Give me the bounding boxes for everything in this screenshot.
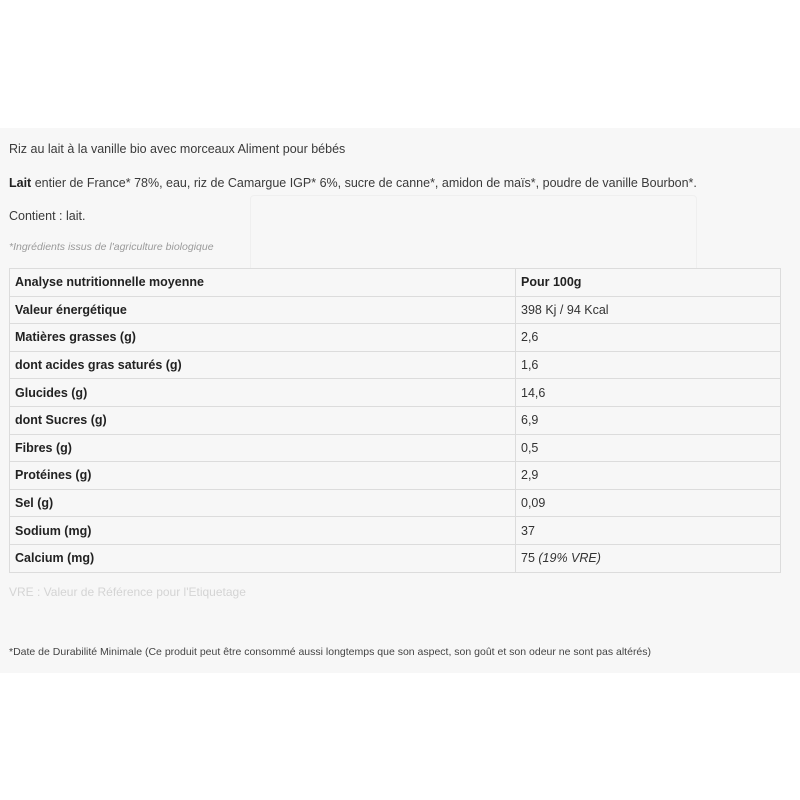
product-title: Riz au lait à la vanille bio avec morceaux Aliment pour bébés (9, 142, 346, 156)
row-label: Valeur énergétique (10, 296, 516, 324)
row-value: 6,9 (516, 406, 781, 434)
nutrition-table (9, 268, 781, 573)
table-row (10, 489, 781, 517)
row-label: Matières grasses (g) (10, 324, 516, 352)
row-value: 398 Kj / 94 Kcal (516, 296, 781, 324)
table-header-label: Analyse nutritionnelle moyenne (10, 269, 516, 297)
calcium-value: 75 (521, 551, 535, 566)
calcium-vre-percent: (19% VRE) (534, 551, 601, 566)
organic-footnote: *Ingrédients issus de l'agriculture biologique (9, 241, 214, 253)
row-label: dont Sucres (g) (10, 406, 516, 434)
table-row (10, 517, 781, 545)
row-value: 14,6 (516, 379, 781, 407)
vre-footnote: VRE : Valeur de Référence pour l'Etiquetage (9, 585, 246, 599)
ingredients-line (9, 176, 697, 190)
ingredients-lead: Lait (9, 176, 32, 190)
row-label: Sodium (mg) (10, 517, 516, 545)
table-header-value: Pour 100g (516, 269, 781, 297)
ddm-footnote: *Date de Durabilité Minimale (Ce produit peut être consommé aussi longtemps que son aspect, son goût et son odeur ne sont pas altérés) (9, 646, 652, 658)
row-label: Sel (g) (10, 489, 516, 517)
row-value: 2,9 (516, 462, 781, 490)
ingredients-text: entier de France* 78%, eau, riz de Camargue IGP* 6%, sucre de canne*, amidon de maïs*, poudre de vanille Bourbon*. (31, 176, 697, 190)
row-label: Calcium (mg) (10, 544, 516, 572)
row-value: 0,09 (516, 489, 781, 517)
table-row (10, 351, 781, 379)
table-row (10, 434, 781, 462)
row-value: 2,6 (516, 324, 781, 352)
allergen-statement: Contient : lait. (9, 209, 86, 223)
row-value: 37 (516, 517, 781, 545)
row-value: 1,6 (516, 351, 781, 379)
table-header-row (10, 269, 781, 297)
table-row (10, 379, 781, 407)
row-label: Glucides (g) (10, 379, 516, 407)
table-row (10, 406, 781, 434)
table-row (10, 324, 781, 352)
row-label: Fibres (g) (10, 434, 516, 462)
table-row (10, 462, 781, 490)
row-value (516, 544, 781, 572)
row-value: 0,5 (516, 434, 781, 462)
table-row (10, 296, 781, 324)
row-label: Protéines (g) (10, 462, 516, 490)
row-label: dont acides gras saturés (g) (10, 351, 516, 379)
table-row (10, 544, 781, 572)
